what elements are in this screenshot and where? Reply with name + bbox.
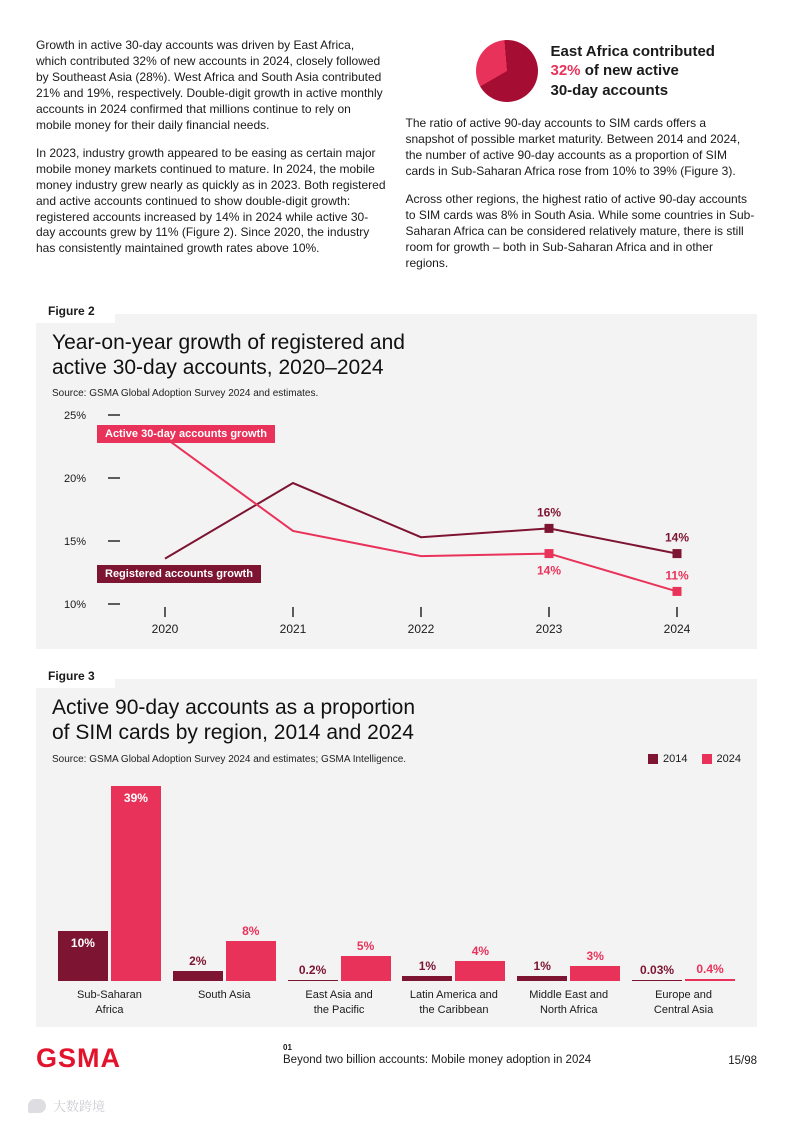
figure2-panel xyxy=(36,303,757,649)
figure3-meta-row xyxy=(52,753,741,765)
y-tick-label: 10% xyxy=(63,598,86,611)
bar-2024 xyxy=(226,924,276,981)
legend-item-2024 xyxy=(702,753,741,765)
bar-value-label: 1% xyxy=(533,959,551,974)
bar-value-label: 2% xyxy=(189,954,207,969)
bar-group xyxy=(626,781,741,1017)
callout-line3: 30-day accounts xyxy=(550,81,669,99)
data-point-marker xyxy=(545,524,554,533)
bar-2014 xyxy=(173,954,223,981)
y-tick-label: 15% xyxy=(63,535,86,548)
bar-value-label: 8% xyxy=(242,924,260,939)
intro-paragraph-1: Growth in active 30-day accounts was driven by East Africa, which contributed 32% of new accounts in 2024, closely followed by Southeast Asia (28%). West Africa and South Asia contributed 21% and 19%, respectively. Double-digit growth in active monthly accounts in 2024 confirmed that millions continue to rely on mobile money for their daily financial needs. xyxy=(36,38,383,132)
bar-2024 xyxy=(111,786,161,981)
category-label: South Asia xyxy=(197,989,251,1002)
bar-2024 xyxy=(455,944,505,981)
bar-group xyxy=(511,781,626,1017)
callout-text xyxy=(551,42,715,100)
bar-2014 xyxy=(402,959,452,981)
figure2-tab-label: Figure 2 xyxy=(36,300,115,323)
bar-value-label: 1% xyxy=(418,959,437,974)
bar-group xyxy=(52,781,167,1017)
bar-value-label: 5% xyxy=(356,939,375,954)
document-title: Beyond two billion accounts: Mobile money adoption in 2024 xyxy=(283,1053,592,1066)
bar-2014 xyxy=(58,931,108,981)
legend-label: 2024 xyxy=(716,753,741,766)
intro-right-column xyxy=(406,38,758,284)
watermark-logo-icon xyxy=(28,1099,46,1113)
document-info xyxy=(283,1043,728,1066)
bar-value-label: 0.2% xyxy=(298,962,327,977)
category-label: Sub-Saharan Africa xyxy=(77,989,142,1016)
intro-section xyxy=(36,38,757,284)
bar-value-label: 39% xyxy=(123,791,148,806)
legend-swatch xyxy=(702,754,712,764)
watermark xyxy=(28,1096,105,1115)
gsma-logo: GSMA xyxy=(36,1042,121,1073)
bar-group xyxy=(396,781,511,1017)
intro-left-column xyxy=(36,38,388,284)
intro-paragraph-2: In 2023, industry growth appeared to be easing as certain major mobile money markets continued to mature. In 2024, the mobile money industry grew nearly as quickly as in 2023. Both registered and active accounts continued to show double-digit growth: registered accounts increased by 14% in 2024 while active 30-day accounts grew by 11% (Figure 2). Since 2020, the industry has consistently maintained growth rates above 10%. xyxy=(36,145,386,256)
callout-line2: of new active xyxy=(580,62,679,80)
page-number: 15/98 xyxy=(728,1054,757,1067)
y-tick-label: 20% xyxy=(63,472,86,485)
data-point-label: 14% xyxy=(664,530,690,545)
bar-value-label: 3% xyxy=(586,949,604,964)
line-chart xyxy=(52,403,741,639)
figure2-source: Source: GSMA Global Adoption Survey 2024 and estimates. xyxy=(52,387,319,399)
data-point-label: 11% xyxy=(665,568,689,583)
callout-line1: East Africa contributed xyxy=(550,43,715,61)
chapter-number: 01 xyxy=(283,1042,292,1052)
bar-chart xyxy=(52,781,741,1017)
legend-swatch xyxy=(648,754,658,764)
data-point-label: 16% xyxy=(536,505,562,520)
bar-2024 xyxy=(570,949,620,981)
series-badge-active-30day: Active 30-day accounts growth xyxy=(97,425,275,443)
legend-label: 2014 xyxy=(663,753,688,766)
y-tick-label: 25% xyxy=(63,409,86,422)
x-tick-label: 2021 xyxy=(279,621,307,636)
figure3-title: Active 90-day accounts as a proportion of SIM cards by region, 2014 and 2024 xyxy=(52,695,416,745)
x-tick-label: 2022 xyxy=(407,621,435,636)
bar-2014 xyxy=(517,959,567,981)
data-point-marker xyxy=(673,549,682,558)
bar-value-label: 0.4% xyxy=(696,962,724,977)
x-tick-label: 2023 xyxy=(535,621,563,636)
watermark-text: 大数跨境 xyxy=(53,1099,106,1114)
bar-2014 xyxy=(632,962,682,982)
category-label: Europe and Central Asia xyxy=(653,989,714,1016)
intro-paragraph-4: Across other regions, the highest ratio of active 90-day accounts to SIM cards was 8% in South Asia. While some countries in Sub-Saharan Africa can be considered relatively mature, there is still room for growth – both in Sub-Saharan Africa and in other regions. xyxy=(405,191,755,270)
x-tick-label: 2020 xyxy=(151,621,179,636)
callout-highlight: 32% xyxy=(550,62,581,80)
bar-chart-legend xyxy=(648,753,741,765)
bar-group xyxy=(167,781,282,1017)
east-africa-callout xyxy=(406,38,758,116)
intro-paragraph-3: The ratio of active 90-day accounts to SIM cards offers a snapshot of possible market maturity. Between 2014 and 2024, the number of active 90-day accounts as a proportion of SIM cards in Sub-Saharan Africa rose from 10% to 39% (Figure 3). xyxy=(405,116,741,178)
figure3-tab-label: Figure 3 xyxy=(36,665,115,688)
figure3-source: Source: GSMA Global Adoption Survey 2024 and estimates; GSMA Intelligence. xyxy=(52,754,407,766)
category-label: East Asia and the Pacific xyxy=(305,989,373,1016)
figure2-title: Year-on-year growth of registered and active 30-day accounts, 2020–2024 xyxy=(52,330,405,379)
bar-2024 xyxy=(685,962,735,981)
bar-value-label: 4% xyxy=(471,944,490,959)
category-label: Latin America and the Caribbean xyxy=(409,989,498,1016)
bar-2024 xyxy=(341,939,391,981)
legend-item-2014 xyxy=(648,753,687,765)
bar-value-label: 10% xyxy=(70,936,95,951)
bar-group xyxy=(282,781,397,1017)
figure3-body xyxy=(36,679,757,1027)
bar-2014 xyxy=(288,962,338,982)
figure3-panel xyxy=(36,668,757,1027)
data-point-marker xyxy=(673,587,682,596)
category-label: Middle East and North Africa xyxy=(529,989,609,1016)
figure2-body xyxy=(36,314,757,649)
page-footer xyxy=(0,1027,793,1074)
series-badge-registered: Registered accounts growth xyxy=(97,565,261,583)
data-point-marker xyxy=(545,549,554,558)
bar-value-label: 0.03% xyxy=(640,962,675,977)
pie-chart-icon xyxy=(476,40,538,102)
data-point-label: 14% xyxy=(536,563,562,578)
x-tick-label: 2024 xyxy=(663,621,691,636)
